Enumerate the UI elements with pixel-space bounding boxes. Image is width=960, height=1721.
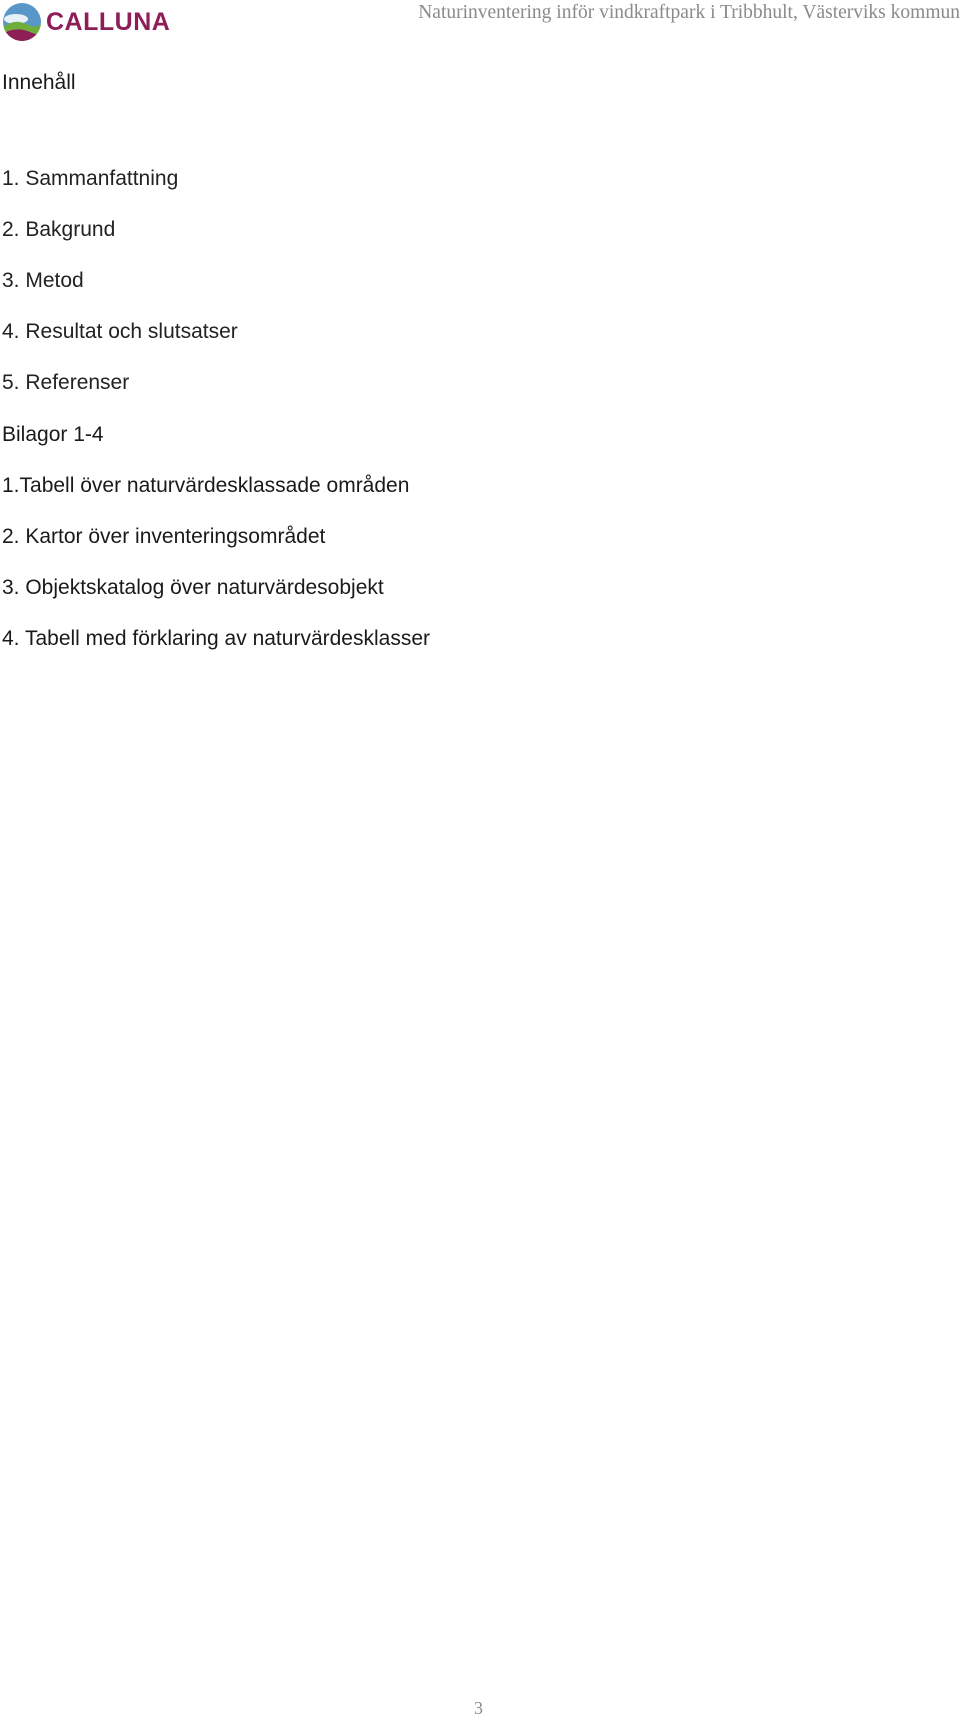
toc-appendix-2: 2. Kartor över inventeringsområdet [2,525,326,548]
page-number: 3 [474,1698,483,1718]
toc-chapter-5: 5. Referenser [2,371,130,394]
running-title: Naturinventering inför vindkraftpark i Tribbhult, Västerviks kommun [418,2,960,23]
page-header [0,0,960,46]
calluna-logo-icon [2,2,42,42]
toc-appendix-heading: Bilagor 1-4 [2,423,104,446]
toc-appendix-1: 1.Tabell över naturvärdesklassade områden [2,474,410,497]
logo-wordmark: CALLUNA [46,8,171,36]
toc-chapter-4: 4. Resultat och slutsatser [2,320,238,343]
toc-appendix-3: 3. Objektskatalog över naturvärdesobjekt [2,576,384,599]
toc-chapter-1: 1. Sammanfattning [2,167,179,190]
toc-appendix-4: 4. Tabell med förklaring av naturvärdesklasser [2,627,430,650]
toc-heading: Innehåll [2,71,76,94]
toc-chapter-3: 3. Metod [2,269,84,292]
calluna-logo [2,2,170,42]
toc-chapter-2: 2. Bakgrund [2,218,116,241]
